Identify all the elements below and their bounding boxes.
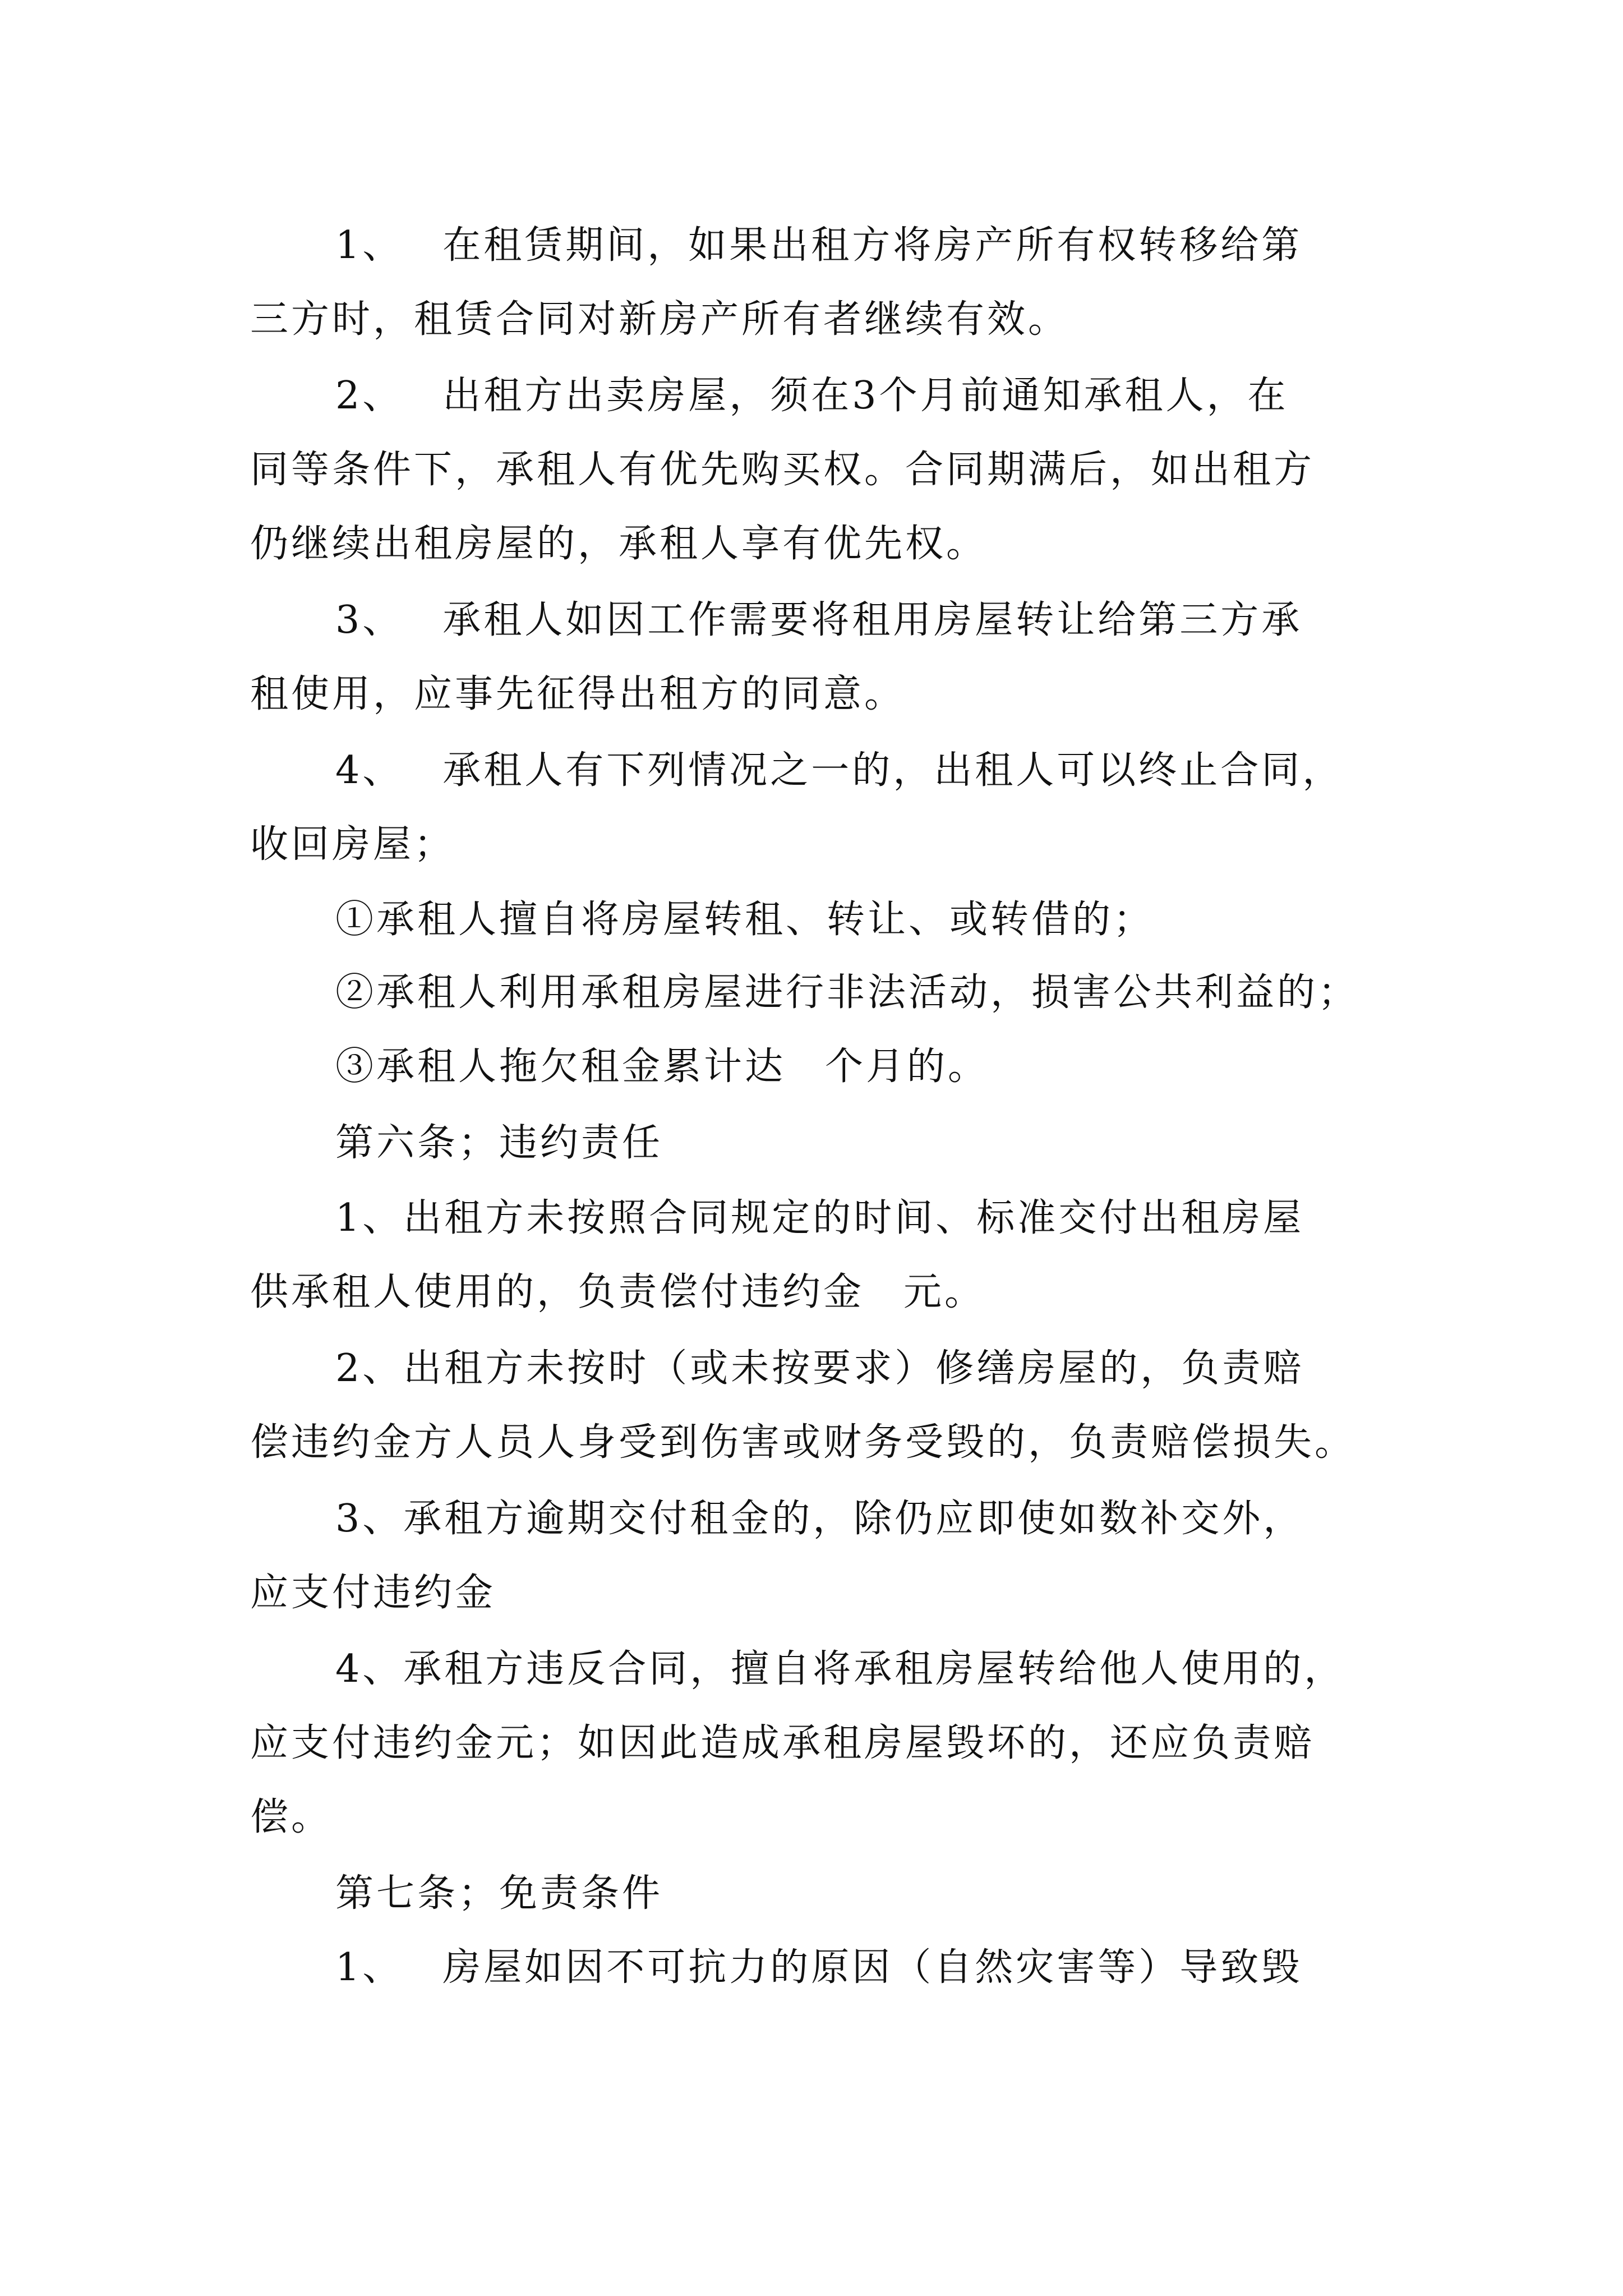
clause7-item1-number: 1、 (335, 1945, 404, 1990)
clause5-item1-line1: 1、 在租赁期间，如果出租方将房产所有权转移给第 (335, 223, 1303, 268)
clause5-item2-line1: 2、 出租方出卖房屋，须在3个月前通知承租人，在 (335, 374, 1289, 418)
clause5-item4-line2: 收回房屋； (250, 822, 455, 867)
clause5-item3-number: 3、 (335, 598, 404, 642)
clause5-item4-number: 4、 (335, 748, 404, 793)
clause6-item3-line2: 应支付违约金 (250, 1571, 496, 1615)
clause7-heading: 第七条；免责条件 (335, 1871, 663, 1916)
clause6-heading: 第六条；违约责任 (335, 1121, 663, 1165)
clause6-item3-line1: 3、承租方逾期交付租金的，除仍应即使如数补交外， (335, 1497, 1304, 1541)
clause6-item1-line2: 供承租人使用的，负责偿付违约金 元。 (250, 1270, 986, 1314)
clause6-item2-line2: 偿违约金方人员人身受到伤害或财务受毁的，负责赔偿损失。 (250, 1420, 1356, 1465)
clause6-item4-line2: 应支付违约金元；如因此造成承租房屋毁坏的，还应负责赔 (250, 1721, 1315, 1765)
clause5-item2-line3: 仍继续出租房屋的，承租人享有优先权。 (250, 522, 988, 566)
clause5-item2-line2: 同等条件下，承租人有优先购买权。合同期满后，如出租方 (250, 448, 1315, 492)
clause5-item1-number: 1、 (335, 223, 404, 268)
clause6-item2-line1: 2、出租方未按时（或未按要求）修缮房屋的，负责赔 (335, 1346, 1304, 1391)
clause6-item4-line3: 偿。 (250, 1795, 333, 1839)
clause7-item1-line1: 1、 房屋如因不可抗力的原因（自然灾害等）导致毁 (335, 1945, 1303, 1990)
clause5-item4-line1: 4、 承租人有下列情况之一的，出租人可以终止合同， (335, 748, 1344, 793)
clause5-item2-number: 2、 (335, 374, 404, 418)
clause6-item4-line1: 4、承租方违反合同，擅自将承租房屋转给他人使用的， (335, 1647, 1345, 1691)
clause5-item3-line2: 租使用，应事先征得出租方的同意。 (250, 672, 906, 716)
clause5-item1-line2: 三方时，租赁合同对新房产所有者继续有效。 (250, 297, 1069, 342)
clause5-item3-line1: 3、 承租人如因工作需要将租用房屋转让给第三方承 (335, 598, 1303, 642)
clause5-item4-sub2: ②承租人利用承租房屋进行非法活动，损害公共利益的； (335, 970, 1359, 1015)
clause5-item4-sub1: ①承租人擅自将房屋转租、转让、或转借的； (335, 898, 1155, 942)
clause5-item4-sub3: ③承租人拖欠租金累计达 个月的。 (335, 1045, 989, 1089)
clause6-item1-line1: 1、出租方未按照合同规定的时间、标准交付出租房屋 (335, 1196, 1304, 1240)
